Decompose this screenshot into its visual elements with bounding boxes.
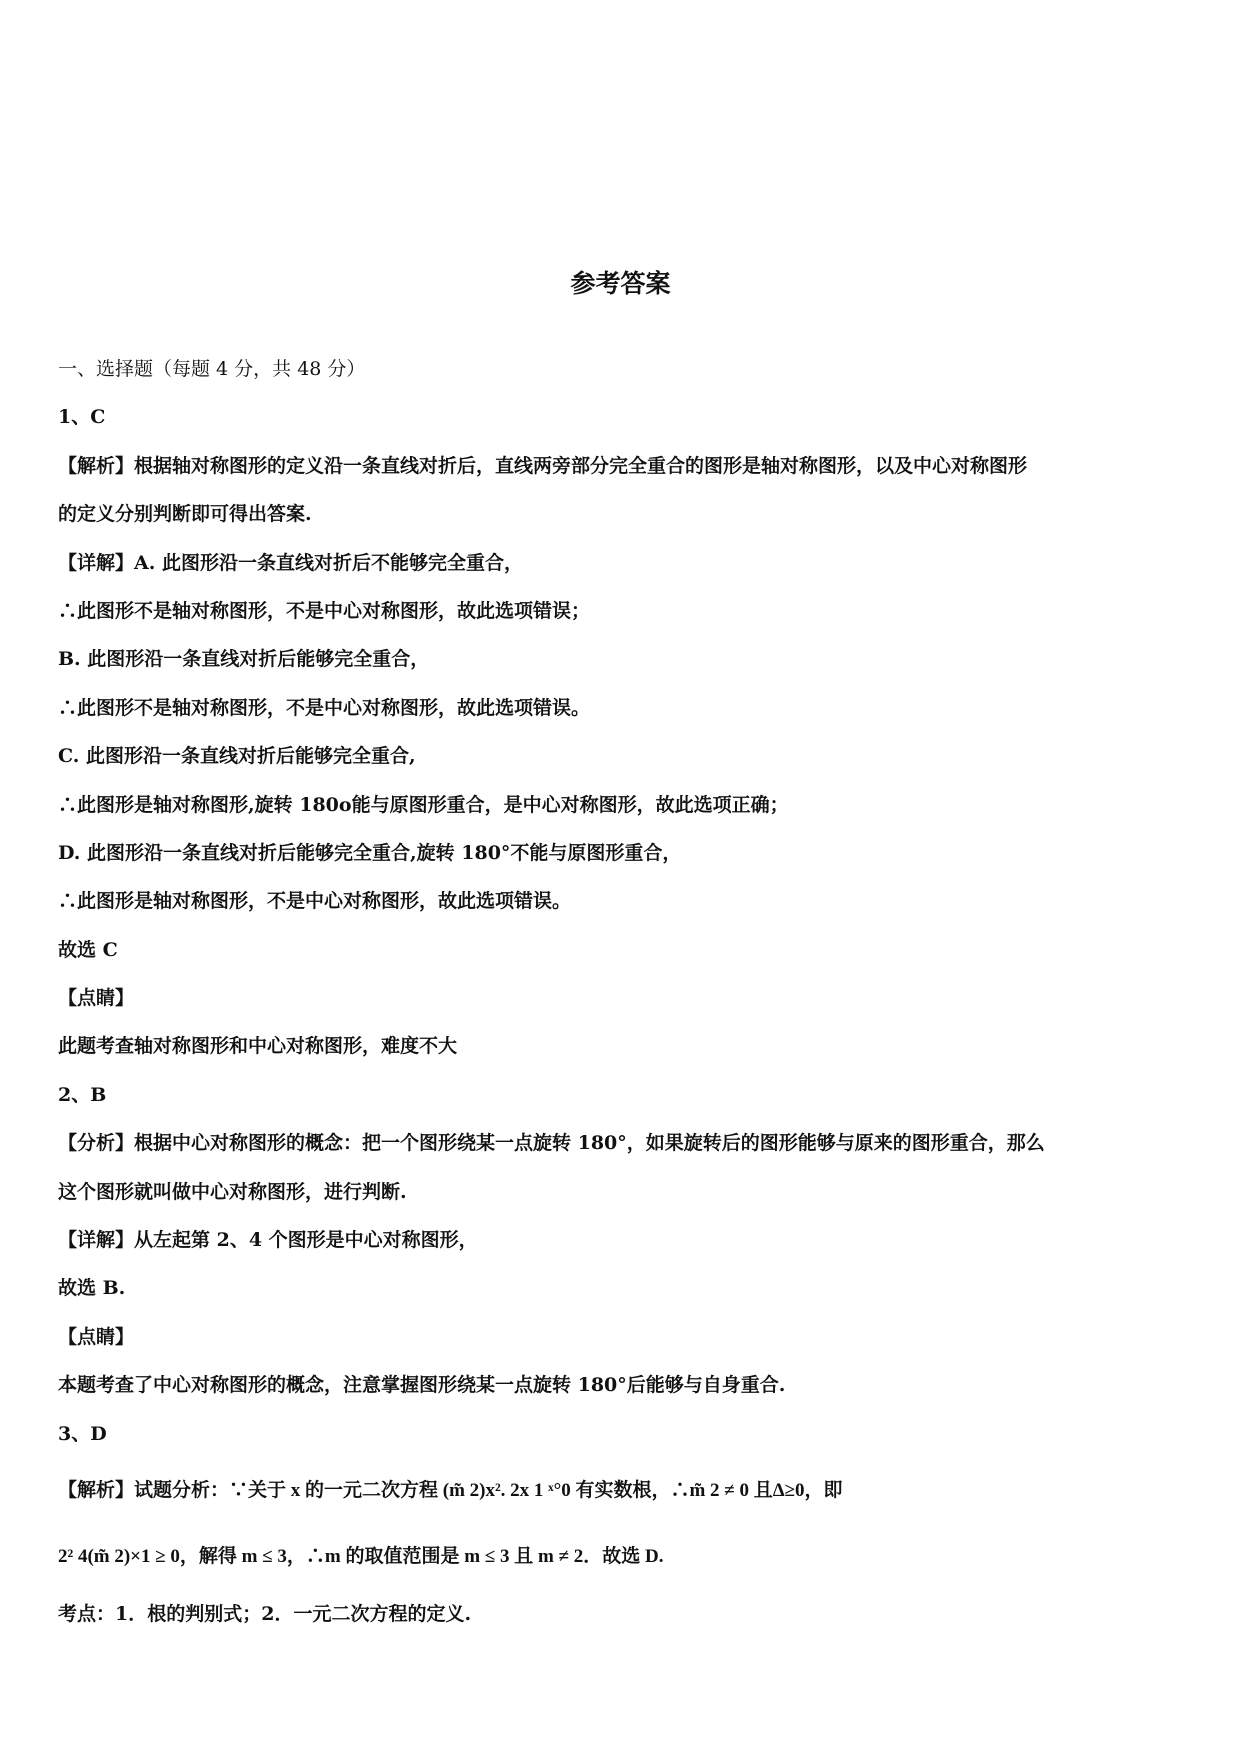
answer-line: D. 此图形沿一条直线对折后能够完全重合,旋转 180°不能与原图形重合，: [58, 841, 682, 864]
answer-line: 这个图形就叫做中心对称图形，进行判断.: [58, 1180, 407, 1203]
answer-content: [58, 345, 1188, 1638]
answer-line: 1、C: [58, 406, 106, 429]
answer-line: 的定义分别判断即可得出答案.: [58, 503, 312, 526]
answer-line: 【解析】试题分析：∵关于 x 的一元二次方程 (m̃ 2)x². 2x 1 ˣ°0 有实数根，∴m̃ 2 ≠ 0 且Δ≥0，即: [58, 1479, 843, 1501]
answer-line: 【分析】根据中心对称图形的概念：把一个图形绕某一点旋转 180°，如果旋转后的图形能够与原来的图形重合，那么: [58, 1132, 1045, 1155]
answer-line: 故选 C: [58, 938, 118, 961]
answer-line: ∴此图形不是轴对称图形，不是中心对称图形，故此选项错误。: [58, 696, 591, 719]
answer-line: C. 此图形沿一条直线对折后能够完全重合,: [58, 745, 416, 768]
answer-line: 2、B: [58, 1083, 107, 1106]
answer-line: ∴此图形不是轴对称图形，不是中心对称图形，故此选项错误；: [58, 599, 591, 622]
answer-line: 【详解】A. 此图形沿一条直线对折后不能够完全重合，: [58, 551, 523, 574]
answer-line: 【详解】从左起第 2、4 个图形是中心对称图形，: [58, 1229, 478, 1252]
answer-line: 2² 4(m̃ 2)×1 ≥ 0，解得 m ≤ 3，∴m 的取值范围是 m ≤ 3 且 m ≠ 2．故选 D.: [58, 1545, 664, 1567]
answer-line: ∴此图形是轴对称图形，不是中心对称图形，故此选项错误。: [58, 890, 572, 913]
section-heading: 一、选择题（每题 4 分，共 48 分）: [58, 358, 366, 380]
answer-line: 【解析】根据轴对称图形的定义沿一条直线对折后，直线两旁部分完全重合的图形是轴对称图形，以及中心对称图形: [58, 454, 1028, 477]
answer-line: 故选 B.: [58, 1277, 126, 1300]
answer-line: 【点睛】: [58, 1325, 135, 1348]
answer-line: B. 此图形沿一条直线对折后能够完全重合，: [58, 648, 430, 671]
answer-line: 3、D: [58, 1422, 107, 1445]
answer-line: 本题考查了中心对称图形的概念，注意掌握图形绕某一点旋转 180°后能够与自身重合.: [58, 1374, 786, 1397]
answer-line: 考点：1．根的判别式；2．一元二次方程的定义.: [58, 1602, 472, 1625]
answer-line: 此题考查轴对称图形和中心对称图形，难度不大: [58, 1035, 458, 1058]
page-title: 参考答案: [570, 269, 671, 298]
answer-line: 【点睛】: [58, 987, 135, 1010]
answer-line: ∴此图形是轴对称图形,旋转 180o能与原图形重合，是中心对称图形，故此选项正确；: [58, 793, 789, 816]
